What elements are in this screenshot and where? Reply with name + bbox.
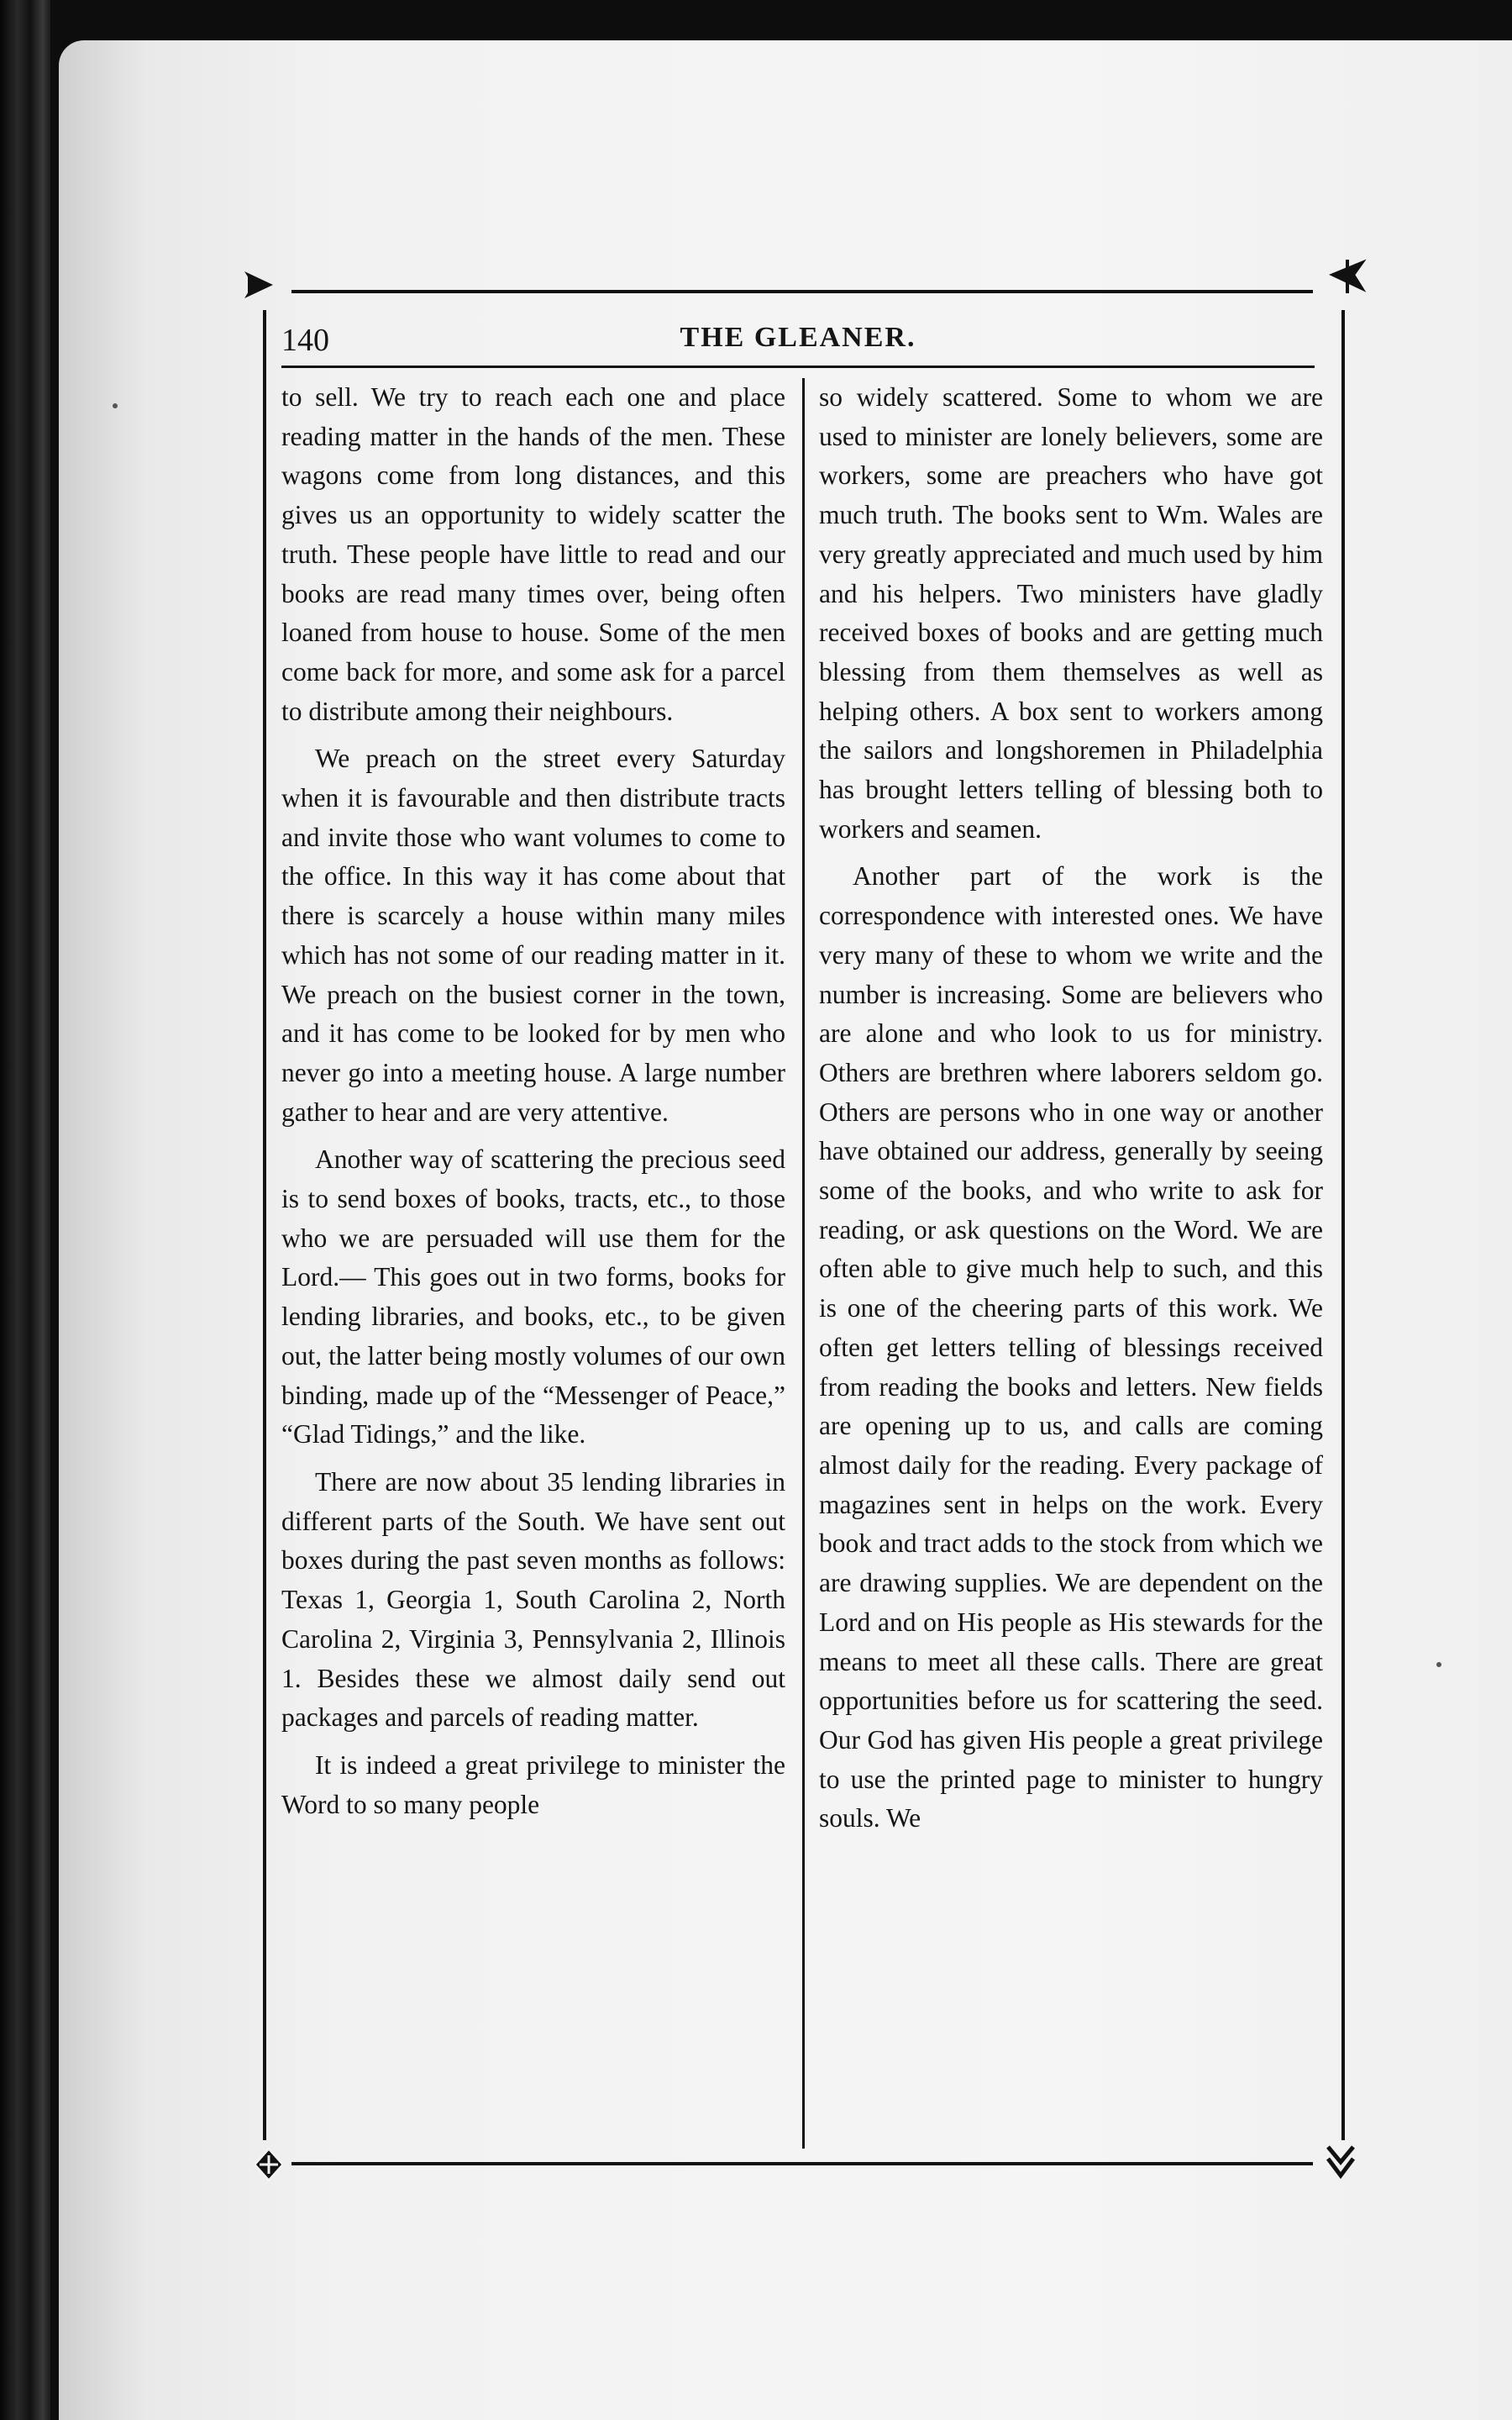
paragraph: Another way of scattering the precious seed is to send boxes of books, tracts, etc., to those who we are persuaded will use them for the Lord.— This goes out in two forms, books for lending libraries, and books, etc., to be given out, the latter being mostly volumes of our own binding, made up of the “Messenger of Peace,” “Glad Tidings,” and the like. [281,1144,785,1449]
left-column [281,378,785,2149]
column-separator [802,378,805,2149]
corner-ornament-icon [239,266,278,305]
page-frame [256,273,1348,2174]
frame-rule-left [263,310,266,2140]
paragraph: It is indeed a great privilege to minister the Word to so many people [281,1749,785,1819]
margin-speck [113,403,118,408]
margin-speck [1436,1662,1441,1667]
corner-ornament-icon [1328,256,1367,295]
paragraph: so widely scattered. Some to whom we are used to minister are lonely believers, some are workers, some are preachers who have got much truth. The books sent to Wm. Wales are very greatly appreciated and much used by him and his helpers. Two ministers have gladly received boxes of books and are getting much blessing from them themselves as well as helping others. A box sent to workers among the sailors and longshoremen in Philadelphia has brought letters telling of blessing both to workers and seamen. [819,382,1323,844]
book-spine [0,0,50,2420]
page-header [281,315,1315,367]
running-head: THE GLEANER. [680,322,916,353]
paragraph: There are now about 35 lending libraries in different parts of the South. We have sent out boxes during the past seven months as follows: Texas 1, Georgia 1, South Carolina 2, North Carolina 2, Virginia 3, Pennsylvania 2, Illinois 1. Besides these we almost daily send out packages and parcels of reading matter. [281,1466,785,1733]
right-column [819,378,1323,2149]
corner-ornament-icon [249,2145,288,2184]
page-number: 140 [281,323,329,358]
paragraph: to sell. We try to reach each one and place reading matter in the hands of the men. These wagons come from long distances, and this gives us an opportunity to widely scatter the truth. These people have little to read and our books are read many times over, being often loaned from house to house. Some of the men come back for more, and some ask for a parcel to distribute among their neighbours. [281,382,785,726]
frame-rule-top [291,290,1313,293]
paragraph: Another part of the work is the correspondence with interested ones. We have very many of these to whom we write and the number is increasing. Some are believers who are alone and who look to us for ministry. Others are brethren where laborers seldom go. Others are persons who in one way or another have obtained our address, generally by seeing some of the books, and who write to ask for reading, or ask questions on the Word. We are often able to give much help to such, and this is one of the cheering parts of this work. We often get letters telling of blessings received from reading the books and letters. New fields are opening up to us, and calls are coming almost daily for the reading. Every package of magazines sent in helps on the work. Every book and tract adds to the stock from which we are drawing supplies. We are dependent on the Lord and on His people as His stewards for the means to meet all these calls. There are great opportunities before us for scattering the seed. Our God has given His people a great privilege to use the printed page to minister to hungry souls. We [819,861,1323,1833]
frame-rule-bottom [291,2162,1313,2165]
header-rule [281,366,1315,368]
paragraph: We preach on the street every Saturday when it is favourable and then distribute tracts and invite those who want volumes to come to the office. In this way it has come about that there is scarcely a house within many miles which has not some of our reading matter in it. We preach on the busiest corner in the town, and it has come to be looked for by men who never go into a meeting house. A large number gather to hear and are very attentive. [281,744,785,1127]
corner-ornament-icon [1321,2142,1360,2181]
frame-rule-right [1341,310,1345,2140]
